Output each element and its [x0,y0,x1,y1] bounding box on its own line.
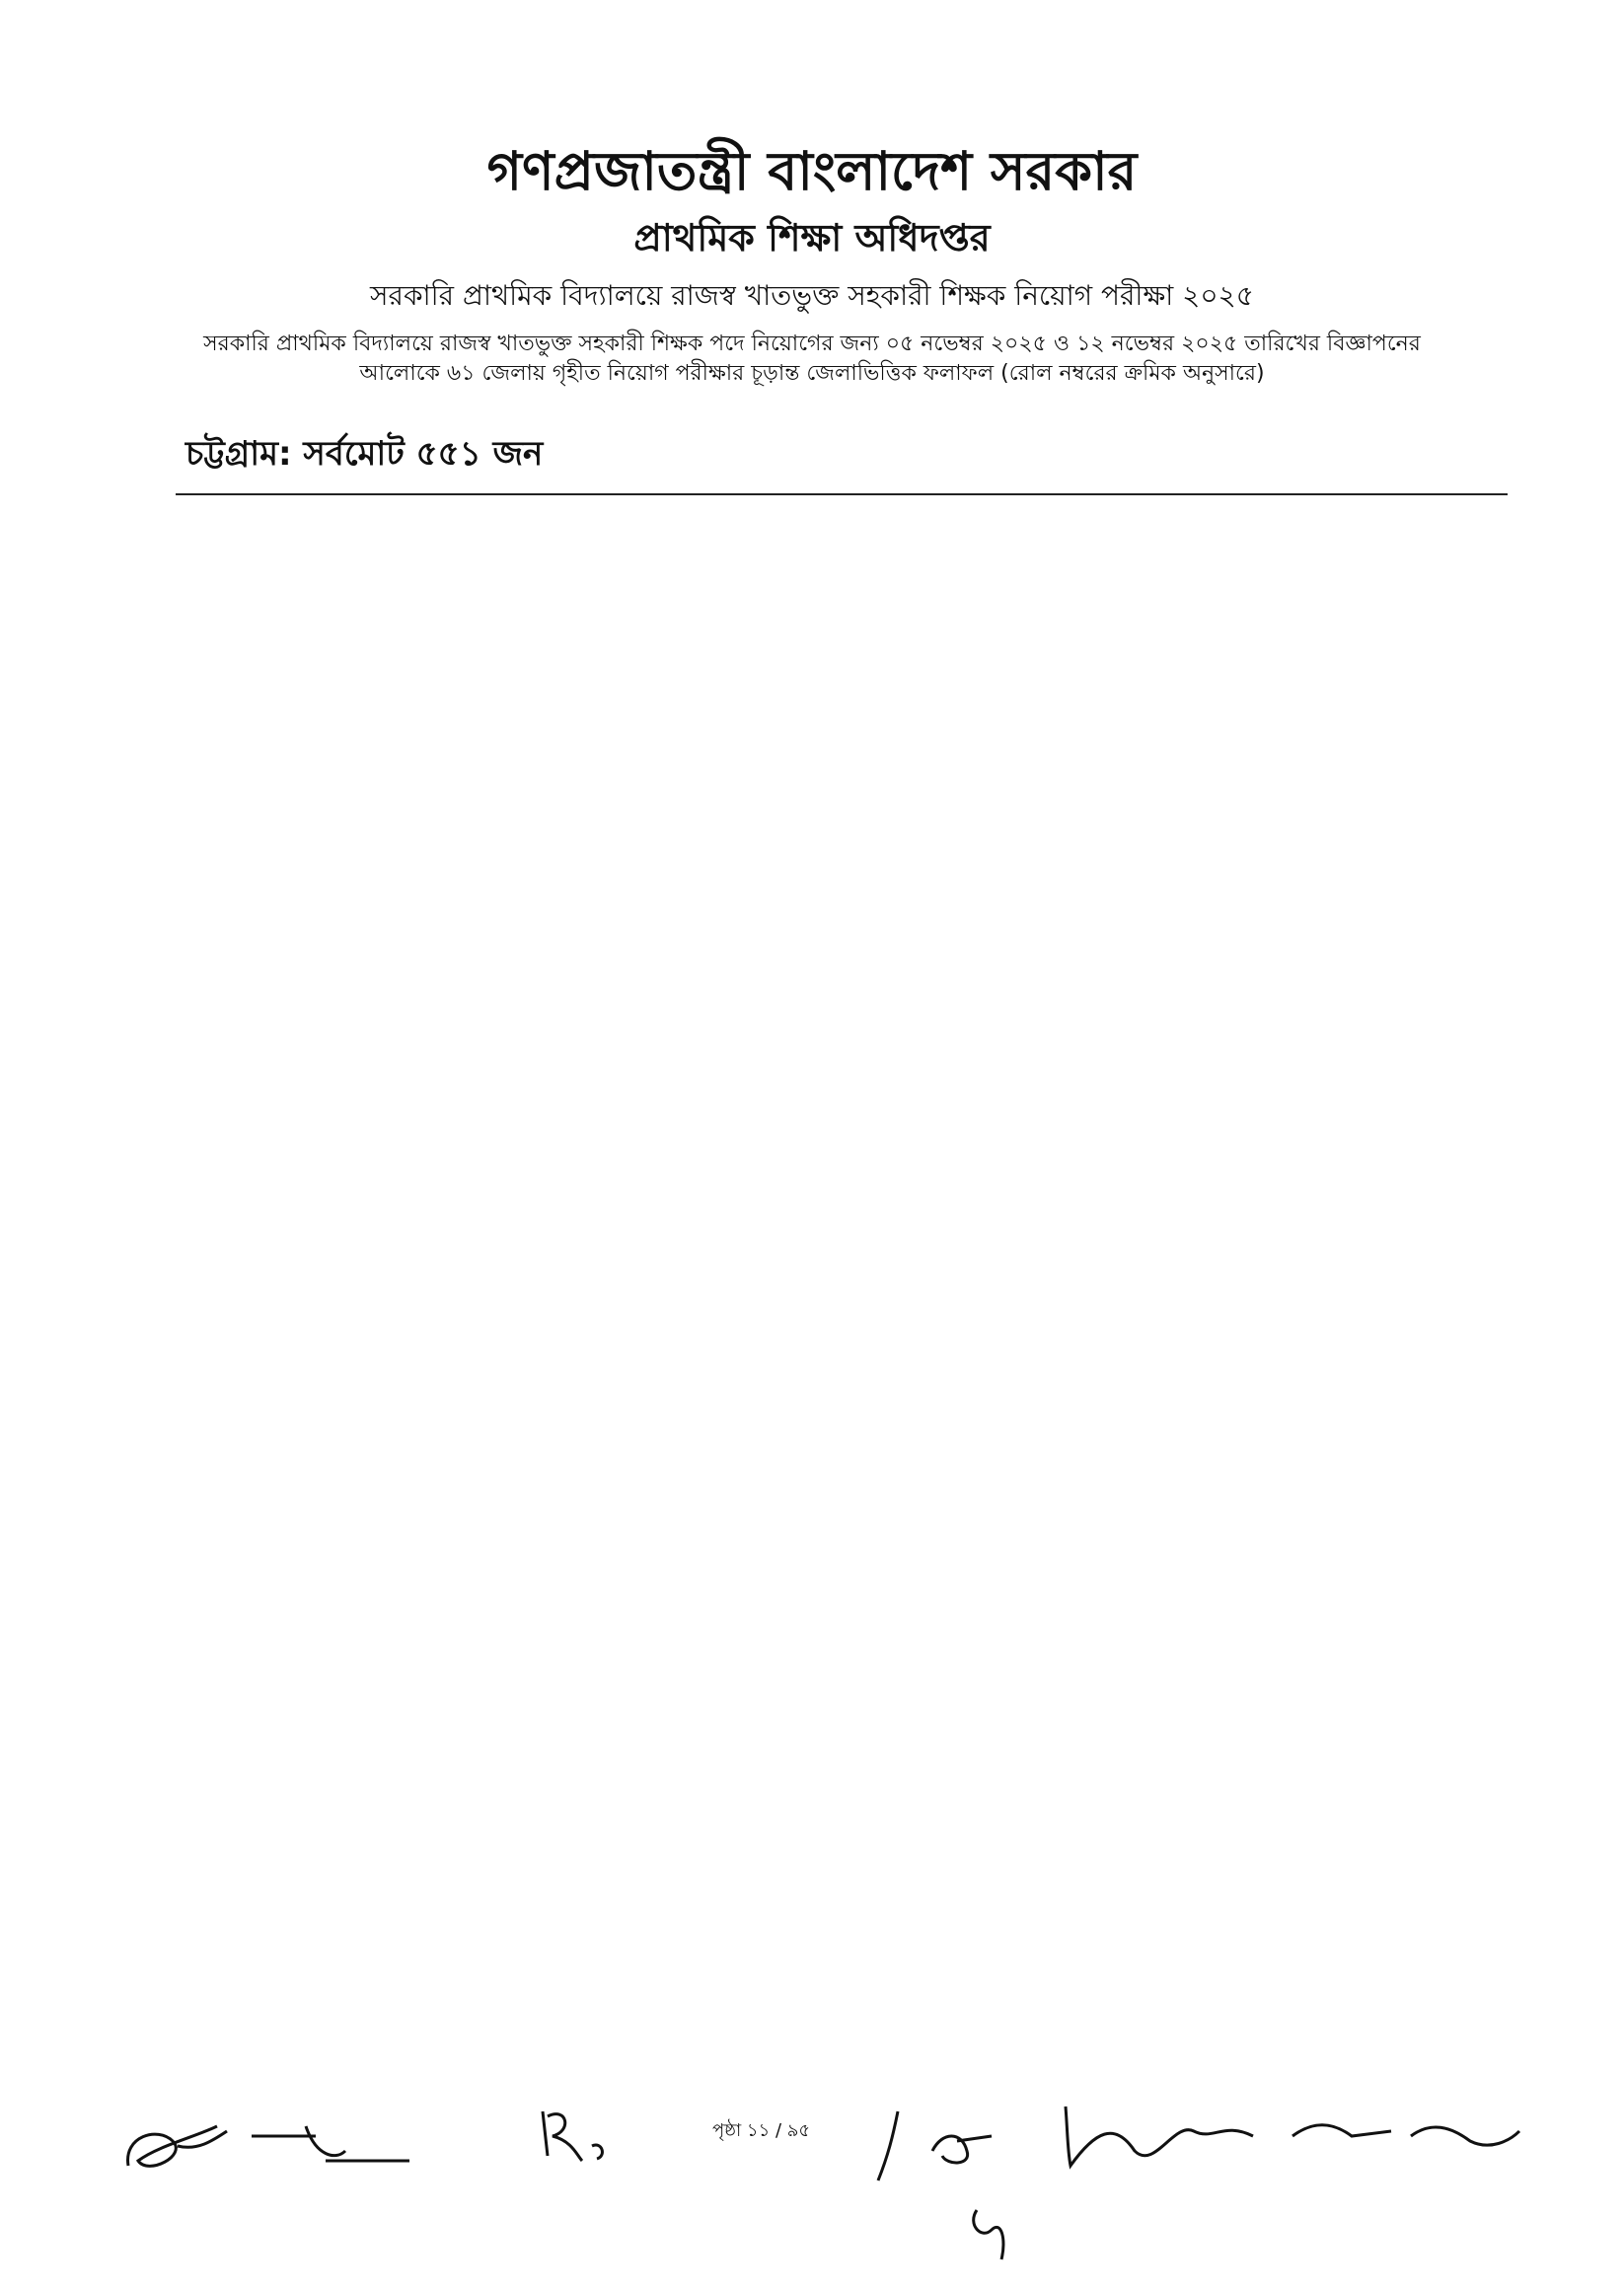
roll-number [521,1191,689,1246]
roll-number [353,1691,521,1746]
roll-row [185,1580,1498,1635]
roll-number [353,1358,521,1413]
roll-number [185,1803,353,1858]
roll-number [689,1524,856,1580]
roll-number [521,1691,689,1746]
roll-number [856,1524,1024,1580]
signature-3 [533,2102,622,2171]
roll-number [353,1580,521,1635]
roll-number [521,634,689,690]
roll-number [1360,1358,1527,1413]
roll-number [1024,1803,1192,1858]
roll-number [689,746,856,801]
roll-number [689,634,856,690]
roll-number [521,523,689,578]
roll-row [185,1024,1498,1079]
roll-number [353,523,521,578]
roll-number [1024,913,1192,968]
roll-number [521,1914,689,1969]
roll-number [185,913,353,968]
roll-number [689,1135,856,1190]
roll-number [353,1246,521,1301]
roll-number [185,746,353,801]
roll-number [1360,1747,1527,1803]
roll-number [1192,856,1360,912]
roll-number [1360,523,1527,578]
roll-row [185,690,1498,745]
roll-number [856,1191,1024,1246]
roll-number [1024,1469,1192,1524]
roll-number [185,1246,353,1301]
roll-number [1360,1580,1527,1635]
government-title: গণপ্রজাতন্ত্রী বাংলাদেশ সরকার [486,140,1138,202]
roll-number [856,1858,1024,1913]
roll-number [353,690,521,745]
roll-number [689,856,856,912]
roll-row [185,1191,1498,1246]
roll-number [353,1636,521,1691]
roll-row [185,746,1498,801]
roll-number [856,1246,1024,1301]
roll-number [521,1636,689,1691]
roll-number [185,1636,353,1691]
roll-number [521,801,689,856]
roll-number [689,1413,856,1468]
roll-number [353,1079,521,1135]
roll-number [1024,1191,1192,1246]
roll-number [185,634,353,690]
roll-number [521,1079,689,1135]
roll-number [185,523,353,578]
roll-number [856,801,1024,856]
roll-number [1192,1747,1360,1803]
roll-number [353,1524,521,1580]
roll-row [185,1358,1498,1413]
roll-number [353,1969,521,2025]
roll-number [689,1580,856,1635]
roll-number [856,1580,1024,1635]
roll-number [1360,1969,1527,2025]
roll-number [856,1969,1024,2025]
roll-number [521,856,689,912]
roll-number [521,1969,689,2025]
roll-number [856,1691,1024,1746]
roll-number [1360,801,1527,856]
roll-number [353,1803,521,1858]
roll-number [521,1135,689,1190]
roll-number [353,1469,521,1524]
roll-number [353,856,521,912]
roll-number [689,801,856,856]
roll-number [689,1858,856,1913]
roll-number [1192,1246,1360,1301]
roll-number [1360,1024,1527,1079]
roll-number [353,1413,521,1468]
roll-number [1192,1969,1360,2025]
roll-number [1192,1079,1360,1135]
directorate-title: প্রাথমিক শিক্ষা অধিদপ্তর [633,216,991,259]
roll-number [1024,634,1192,690]
roll-number [353,1858,521,1913]
roll-row [185,1914,1498,1969]
roll-number [353,578,521,633]
roll-number [856,968,1024,1023]
roll-number [353,634,521,690]
roll-number [521,1246,689,1301]
roll-number [1024,1413,1192,1468]
roll-number [689,523,856,578]
roll-number [1360,634,1527,690]
roll-number [521,1858,689,1913]
roll-number [1192,913,1360,968]
roll-number [521,1469,689,1524]
roll-number [1192,634,1360,690]
roll-number [1192,1191,1360,1246]
roll-number [1192,2026,1360,2081]
roll-number [856,1079,1024,1135]
roll-number [856,523,1024,578]
roll-number [1192,1301,1360,1357]
roll-number [1192,1413,1360,1468]
roll-number [1024,746,1192,801]
roll-number [1024,578,1192,633]
roll-number [353,968,521,1023]
roll-number [1192,801,1360,856]
roll-number [1192,1524,1360,1580]
roll-row [185,1636,1498,1691]
roll-number [1024,1135,1192,1190]
roll-number [856,1747,1024,1803]
roll-row [185,1079,1498,1135]
roll-number [1360,1858,1527,1913]
roll-number [1360,1914,1527,1969]
roll-number [1024,856,1192,912]
roll-number [353,1024,521,1079]
roll-number [353,1747,521,1803]
initial-mark [962,2200,1021,2269]
roll-number [689,578,856,633]
roll-number [1024,1691,1192,1746]
roll-number [689,1024,856,1079]
roll-number [1360,2026,1527,2081]
roll-number [689,690,856,745]
roll-number [689,2026,856,2081]
roll-number [1360,1301,1527,1357]
roll-number [856,913,1024,968]
roll-number [1360,1079,1527,1135]
roll-number [185,1524,353,1580]
roll-number [1192,1358,1360,1413]
roll-number [689,1636,856,1691]
roll-number [1360,1636,1527,1691]
roll-number [1360,1524,1527,1580]
roll-number [1360,1246,1527,1301]
roll-row [185,578,1498,633]
roll-number [856,856,1024,912]
district-total-heading: চট্টগ্রাম: সর্বমোট ৫৫১ জন [185,434,544,474]
roll-number [1360,1191,1527,1246]
signature-1 [118,2106,237,2185]
roll-number [1192,523,1360,578]
roll-number [689,1969,856,2025]
roll-number [185,1747,353,1803]
roll-number [353,1135,521,1190]
roll-number [1024,1969,1192,2025]
roll-row [185,1524,1498,1580]
notice-description [0,330,1624,389]
roll-number [856,1358,1024,1413]
roll-number [185,1969,353,2025]
roll-number [1192,1636,1360,1691]
roll-number [1024,1858,1192,1913]
roll-row [185,1135,1498,1190]
roll-number [185,856,353,912]
roll-row [185,523,1498,578]
roll-row [185,913,1498,968]
roll-number [689,1803,856,1858]
roll-number [1024,1358,1192,1413]
roll-number [689,1914,856,1969]
roll-number [353,1191,521,1246]
page-number: পৃষ্ঠা ১১ / ৯৫ [712,2120,811,2141]
roll-number [353,746,521,801]
roll-number [185,801,353,856]
roll-number [689,1747,856,1803]
roll-row [185,801,1498,856]
roll-number [1024,523,1192,578]
roll-number [1192,746,1360,801]
roll-row [185,1246,1498,1301]
roll-number-grid [185,523,1498,2081]
roll-number [521,1024,689,1079]
roll-number [521,1301,689,1357]
roll-row [185,1803,1498,1858]
roll-number [1024,1246,1192,1301]
roll-number [521,1524,689,1580]
roll-number [1360,1413,1527,1468]
roll-number [1024,690,1192,745]
signature-2 [247,2116,414,2176]
roll-number [689,1191,856,1246]
roll-number [1360,1691,1527,1746]
roll-number [856,578,1024,633]
roll-number [689,1246,856,1301]
signature-footer [0,2092,1624,2289]
roll-row [185,1858,1498,1913]
roll-number [353,913,521,968]
roll-row [185,1691,1498,1746]
roll-number [185,690,353,745]
roll-number [1024,2026,1192,2081]
signature-4 [868,2106,918,2185]
roll-number [689,1691,856,1746]
roll-number [1024,1524,1192,1580]
roll-number [689,968,856,1023]
roll-number [1360,1469,1527,1524]
roll-number [521,968,689,1023]
roll-number [856,1301,1024,1357]
roll-row [185,1747,1498,1803]
roll-number [185,1079,353,1135]
signature-6 [1056,2092,1529,2180]
roll-number [185,1469,353,1524]
roll-number [185,1580,353,1635]
roll-number [1192,1024,1360,1079]
roll-number [689,1079,856,1135]
roll-number [521,1358,689,1413]
roll-number [856,746,1024,801]
roll-number [185,1413,353,1468]
roll-number [1192,968,1360,1023]
roll-number [1192,1580,1360,1635]
roll-number [185,2026,353,2081]
roll-number [856,1024,1024,1079]
roll-number [1360,1803,1527,1858]
signature-5 [927,2121,997,2171]
roll-number [521,578,689,633]
roll-row [185,634,1498,690]
roll-number [185,578,353,633]
roll-number [856,634,1024,690]
roll-row [185,968,1498,1023]
roll-number [689,1469,856,1524]
roll-number [1360,913,1527,968]
roll-number [856,2026,1024,2081]
roll-number [185,1914,353,1969]
roll-number [1192,1858,1360,1913]
roll-number [1024,1636,1192,1691]
roll-number [185,1691,353,1746]
roll-number [856,1636,1024,1691]
roll-number [1360,968,1527,1023]
roll-number [1192,1914,1360,1969]
roll-number [1024,968,1192,1023]
roll-row [185,1469,1498,1524]
roll-number [1024,801,1192,856]
roll-number [185,1024,353,1079]
roll-number [1024,1747,1192,1803]
roll-number [521,746,689,801]
roll-number [856,1914,1024,1969]
roll-number [353,1301,521,1357]
roll-number [1360,578,1527,633]
roll-number [1360,856,1527,912]
roll-number [856,1135,1024,1190]
roll-number [1024,1914,1192,1969]
roll-number [689,1358,856,1413]
roll-number [521,1580,689,1635]
roll-number [185,968,353,1023]
roll-number [521,913,689,968]
roll-number [521,2026,689,2081]
roll-number [185,1858,353,1913]
roll-number [856,1803,1024,1858]
notice-line-1: সরকারি প্রাথমিক বিদ্যালয়ে রাজস্ব খাতভুক্ত সহকারী শিক্ষক পদে নিয়োগের জন্য ০৫ নভেম্বর ২০২৫ ও ১২ নভেম্বর ২০২৫ তারিখের বিজ্ঞাপনের [203,332,1421,356]
roll-row [185,1301,1498,1357]
roll-row [185,856,1498,912]
roll-number [521,1413,689,1468]
roll-number [856,1469,1024,1524]
roll-number [1192,1469,1360,1524]
roll-number [185,1301,353,1357]
roll-number [1024,1024,1192,1079]
roll-number [353,2026,521,2081]
roll-number [1192,1803,1360,1858]
roll-row [185,1413,1498,1468]
roll-number [185,1358,353,1413]
roll-number [521,1803,689,1858]
roll-number [521,690,689,745]
roll-number [1360,746,1527,801]
roll-number [185,1135,353,1190]
notice-line-2: আলোকে ৬১ জেলায় গৃহীত নিয়োগ পরীক্ষার চূড়ান্ত জেলাভিত্তিক ফলাফল (রোল নম্বরের ক্রমিক অনুসারে) [359,361,1265,386]
roll-number [353,1914,521,1969]
roll-number [689,1301,856,1357]
roll-number [689,913,856,968]
roll-number [1360,1135,1527,1190]
roll-number [856,1413,1024,1468]
roll-number [1192,1691,1360,1746]
roll-number [1192,578,1360,633]
roll-number [353,801,521,856]
roll-row [185,1969,1498,2025]
roll-number [856,690,1024,745]
roll-number [1024,1580,1192,1635]
roll-row [185,2026,1498,2081]
roll-number [521,1747,689,1803]
roll-number [1024,1079,1192,1135]
roll-number [1024,1301,1192,1357]
roll-number [1192,690,1360,745]
roll-number [1192,1135,1360,1190]
exam-title: সরকারি প্রাথমিক বিদ্যালয়ে রাজস্ব খাতভুক্ত সহকারী শিক্ষক নিয়োগ পরীক্ষা ২০২৫ [370,279,1254,312]
roll-number [1360,690,1527,745]
roll-number [185,1191,353,1246]
heading-divider [176,493,1508,495]
